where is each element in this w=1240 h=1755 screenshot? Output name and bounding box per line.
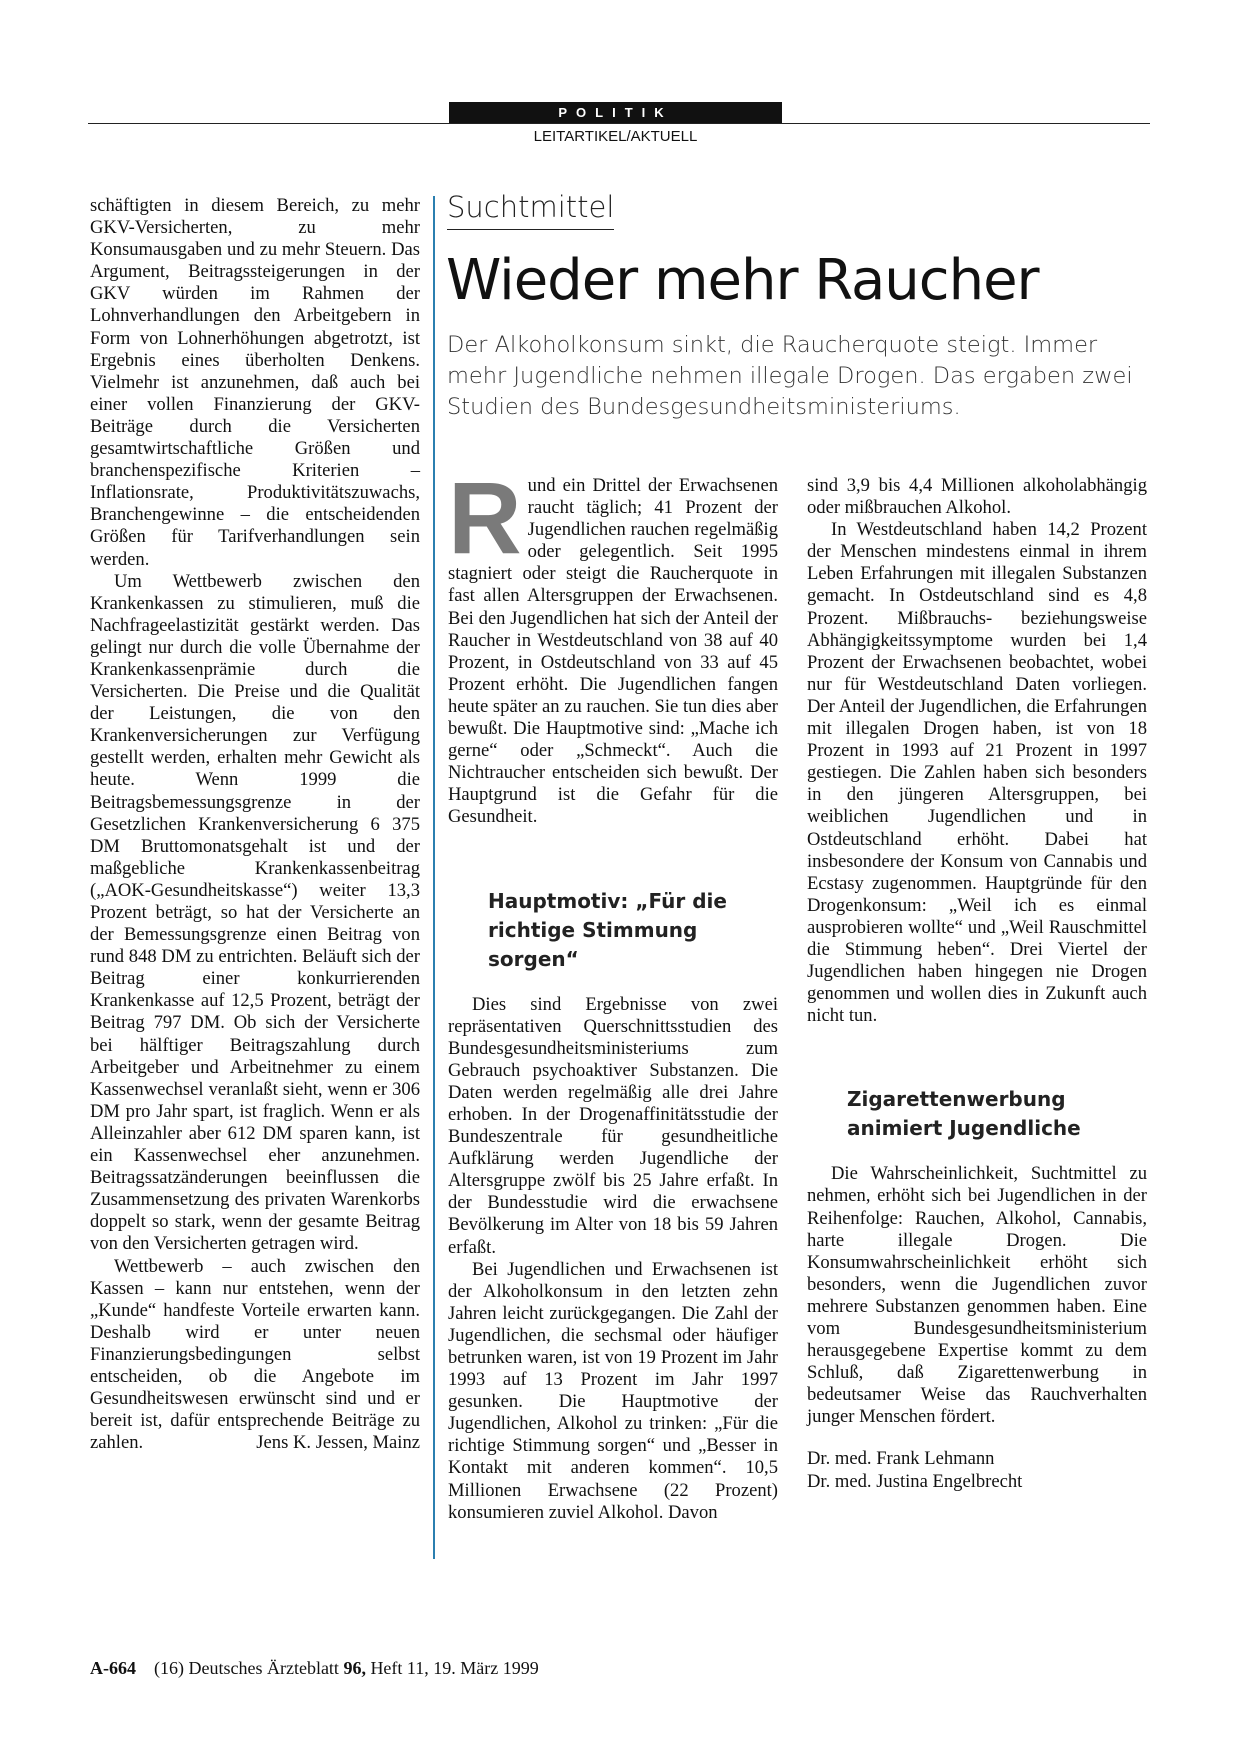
article-paragraph-6: Die Wahrscheinlichkeit, Suchtmittel zu nehmen, erhöht sich bei Jugendlichen in der Reihenfolge: Rauchen, Alkohol, Cannabis, harte illegale Drogen. Die Konsumwahrscheinlichkeit erhöht sich besonders, wenn die Jugendlichen zuvor mehrere Substanzen genommen haben. Eine vom Bundesgesundheitsministerium herausgegebene Expertise kommt zu dem Schluß, daß Zigarettenwerbung in bedeutsamer Weise das Rauchverhalten junger Menschen fördert.: [807, 1163, 1147, 1428]
subheading-1: Hauptmotiv: „Für die richtige Stimmung sorgen“: [488, 888, 727, 971]
article-column-2: [807, 475, 1147, 1493]
col1-paragraph-3-text: Wettbewerb – auch zwischen den Kassen – kann nur entstehen, wenn der „Kunde“ handfeste Vorteile erwarten kann. Deshalb wird er unter neuen Finanzierungsbedingungen selbst entscheiden, ob die Angebote im Gesundheitswesen erwünscht sind und er bereit ist, dafür entsprechende Beiträge zu zahlen.: [90, 1255, 420, 1454]
article-kicker: Suchtmittel: [447, 190, 614, 230]
article-paragraph-3: Bei Jugendlichen und Erwachsenen ist der Alkoholkonsum in den letzten zehn Jahren leicht zurückgegangen. Die Zahl der Jugendlichen, die sechsmal oder häufiger betrunken waren, ist von 19 Prozent im Jahr 1993 auf 13 Prozent im Jahr 1997 gesunken. Die Hauptmotive der Jugendlichen, Alkohol zu trinken: „Für die richtige Stimmung sorgen“ und „Besser in Kontakt mit anderen kommen“. 10,5 Millionen Erwachsene (22 Prozent) konsumieren zuviel Alkohol. Davon: [448, 1258, 778, 1523]
previous-article-column: [90, 195, 420, 1454]
col1-paragraph-3: [90, 1256, 420, 1455]
page-number: A-664: [90, 1658, 136, 1678]
header-rule: [88, 123, 1150, 124]
col1-author: Jens K. Jessen, Mainz: [256, 1432, 420, 1454]
page-footer: [90, 1658, 539, 1679]
article-paragraph-5: In Westdeutschland haben 14,2 Prozent der Menschen mindestens einmal in ihrem Leben Erfahrungen mit illegalen Substanzen gemacht. In Ostdeutschland sind es 4,8 Prozent. Mißbrauchs- beziehungsweise Abhängigkeitssymptome wurden bei 1,4 Prozent der Erwachsenen beobachtet, wobei nur für Westdeutschland Daten vorliegen. Der Anteil der Jugendlichen, die Erfahrungen mit illegalen Drogen haben, ist von 18 Prozent in 1993 auf 21 Prozent in 1997 gestiegen. Die Zahlen haben sich besonders in den jüngeren Altersgruppen, bei weiblichen Jugendlichen und in Ostdeutschland erhöht. Dabei hat insbesondere der Konsum von Cannabis und Ecstasy zugenommen. Hauptgründe für den Drogenkonsum: „Weil ich es einmal ausprobieren wollte“ und „Weil Rauschmittel die Stimmung heben“. Drei Viertel der Jugendlichen haben hingegen nie Drogen genommen und wollen dies in Zukunft auch nicht tun.: [807, 519, 1147, 1027]
section-subrubric: LEITARTIKEL/AKTUELL: [533, 128, 698, 145]
journal-issue: Heft 11, 19. März 1999: [370, 1658, 539, 1678]
article-deck: Der Alkoholkonsum sinkt, die Raucherquote steigt. Immer mehr Jugendliche nehmen illegale Drogen. Das ergaben zwei Studien des Bundesgesundheitsministeriums.: [447, 332, 1133, 420]
article-paragraph-4: sind 3,9 bis 4,4 Millionen alkoholabhängig oder mißbrauchen Alkohol.: [807, 475, 1147, 519]
article-paragraph-2: Dies sind Ergebnisse von zwei repräsentativen Querschnittsstudien des Bundesgesundheitsministeriums zum Gebrauch psychoaktiver Substanzen. Die Daten werden regelmäßig alle drei Jahre erhoben. In der Drogenaffinitätsstudie der Bundeszentrale für gesundheitliche Aufklärung werden Jugendliche der Altersgruppe zwölf bis 25 Jahre erfaßt. In der Bundesstudie wird die erwachsene Bevölkerung im Alter von 18 bis 59 Jahren erfaßt.: [448, 993, 778, 1258]
section-rubric: POLITIK: [449, 102, 782, 124]
subheading-2: Zigarettenwerbung animiert Jugendliche: [847, 1087, 1081, 1141]
author-2: Dr. med. Justina Engelbrecht: [807, 1470, 1023, 1492]
col1-paragraph-1: schäftigten in diesem Bereich, zu mehr GKV-Versicherten, zu mehr Konsumausgaben und zu mehr Steuern. Das Argument, Beitragssteigerungen in der GKV würden im Rahmen der Lohnverhandlungen den Arbeitgebern in Form von Lohnerhöhungen abgetrotzt, ist Ergebnis eines überholten Denkens. Vielmehr ist anzunehmen, daß auch bei einer vollen Finanzierung der GKV-Beiträge durch die Versicherten gesamtwirtschaftliche Größen und branchenspezifische Kriterien – Inflationsrate, Produktivitätszuwachs, Branchengewinne – die entscheidenden Größen für Tarifverhandlungen sein werden.: [90, 195, 420, 570]
column-divider: [433, 196, 435, 1559]
article-paragraph-1: [448, 461, 778, 829]
article-headline: Wieder mehr Raucher: [446, 248, 1039, 313]
article-paragraph-1-text: und ein Drittel der Erwachsenen raucht täglich; 41 Prozent der Jugendlichen rauchen regelmäßig oder gelegentlich. Seit 1995 stagniert oder steigt die Raucherquote in fast allen Altersgruppen der Erwachsenen. Bei den Jugendlichen hat sich der Anteil der Raucher in Westdeutschland von 38 auf 40 Prozent, in Ostdeutschland von 33 auf 45 Prozent erhöht. Die Jugendlichen fangen heute später an zu rauchen. Sie tun dies aber bewußt. Die Hauptmotive sind: „Mache ich gerne“ oder „Schmeckt“. Auch die Nichtraucher entscheiden sich bewußt. Der Hauptgrund ist die Gefahr für die Gesundheit.: [448, 475, 778, 828]
col1-paragraph-2: Um Wettbewerb zwischen den Krankenkassen zu stimulieren, muß die Nachfrageelastizität gestärkt werden. Das gelingt nur durch die volle Übernahme der Krankenkassenprämie durch die Versicherten. Die Preise und die Qualität der Leistungen, die von den Krankenversicherungen zur Verfügung gestellt werden, erhalten mehr Gewicht als heute. Wenn 1999 die Beitragsbemessungsgrenze in der Gesetzlichen Krankenversicherung 6 375 DM Bruttomonatsgehalt ist und der maßgebliche Krankenkassenbeitrag („AOK-Gesundheitskasse“) weiter 13,3 Prozent beträgt, so hat der Versicherte an der Bemessungsgrenze einen Beitrag von rund 848 DM zu entrichten. Beläuft sich der Beitrag einer konkurrierenden Krankenkasse auf 12,5 Prozent, beträgt der Beitrag 797 DM. Ob sich der Versicherte bei hälftiger Beitragszahlung durch Arbeitgeber und Arbeitnehmer zu einem Kassenwechsel veranlaßt sieht, wenn er 306 DM pro Jahr spart, ist fraglich. Wenn er als Alleinzahler aber 612 DM sparen kann, ist ein Kassenwechsel eher anzunehmen. Beitragssatzänderungen beeinflussen die Zusammensetzung des privaten Warenkorbs doppelt so stark, wenn der gesamte Beitrag von den Versicherten getragen wird.: [90, 570, 420, 1255]
article-column-1: [448, 461, 778, 1524]
journal-name: (16) Deutsches Ärzteblatt: [154, 1658, 339, 1678]
author-1: Dr. med. Frank Lehmann: [807, 1448, 995, 1470]
drop-cap: R: [448, 461, 522, 575]
journal-volume: 96,: [343, 1658, 366, 1678]
